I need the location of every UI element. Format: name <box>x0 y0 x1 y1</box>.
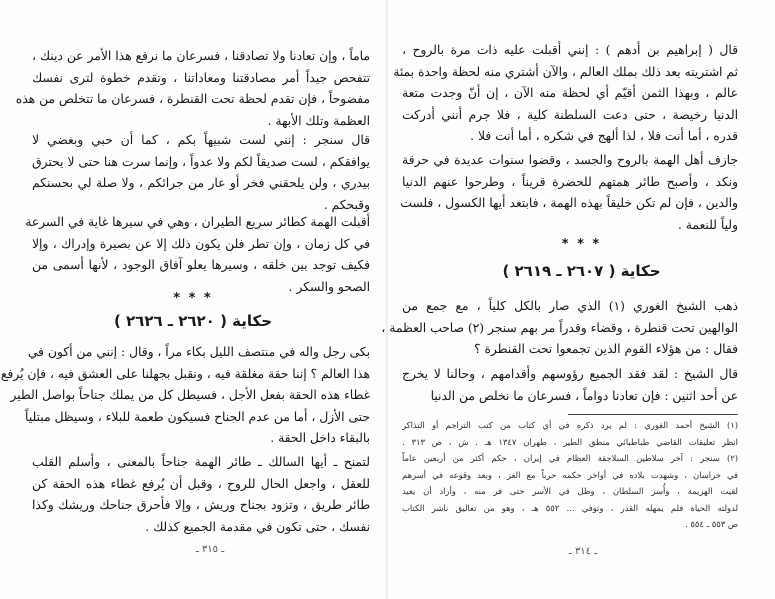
footnote-line: لقيت الهزيمة ، وأُسر السلطان ، وظل في الأسر حتى فر منه ، وأراد أن يعيد <box>402 486 738 496</box>
text-line: تتفحص جيداً أمر مصادقتنا ومعاداتنا ، وتقدم خطوة لترى نفسك <box>32 70 370 85</box>
text-line: قال ( إبراهيم بن أدهم ) : إنني أقبلت عليه ذات مرة بالروح ، <box>402 43 738 57</box>
text-line: فقال : من هؤلاء القوم الذين تجمعوا تحت القنطرة ؟ <box>474 342 738 357</box>
text-line: العظمة وتلك الأبهة . <box>267 113 370 128</box>
text-line: غطاء هذه الحقة بفعل الأجل ، فسيطل كل من يملك جناحاً بواصل الطير <box>10 388 370 403</box>
left-paragraph-3 <box>25 212 370 298</box>
text-line: فكيف توجد بين خلقه ، وسيرها يعلو آفاق الوجود ، لأنها أسمى من <box>32 258 370 273</box>
text-line: مفضوحاً ، فإن تقدم لحظة تحت القنطرة ، فسرعان ما تتخلص من هذه <box>15 92 370 107</box>
footnote-line: (٢) سنجر : آخر سلاطين السلاجقة العظام في إيران ، حكم أكثر من أربعين عاماً <box>402 453 738 463</box>
text-line: بكى رجل واله في منتصف الليل بكاء مراً ، وقال : إنني من أكون في <box>27 345 370 359</box>
text-line: جازف أهل الهمة بالروح والجسد ، وقضوا سنوات عديدة في حرقة <box>402 153 738 167</box>
footnote-separator <box>568 414 738 415</box>
text-line: حتى الأزل ، أما من عدم الجناح فسيكون طعمة للبلاء ، وسيظل مبتلياً <box>25 409 370 424</box>
text-line: قال سنجر : إنني لست شبيهاً بكم ، كما أن حبي وبغضي لا <box>32 133 370 147</box>
footnote-line: في خراسان ، وشهدت بلاده في أواخر حكمه حرباً مع الغز ، وبعد وقوعه في أسرهم <box>402 469 738 480</box>
text-line: ونكد ، وأصبح طائر همتهم للحضرة قريناً ، وطرحوا عنهم الدنيا <box>402 174 738 189</box>
text-line: ثم اشتريته بعد ذلك بملك العالم ، والآن أشتري منه لحظة واحدة بمئة <box>393 64 738 79</box>
text-line: نفسك ، حتى تكون في مقدمة الجميع كذلك . <box>145 519 370 534</box>
story-heading: حكاية ( ٢٦٢٠ ـ ٢٦٢٦ ) <box>113 312 273 330</box>
page-number: ـ ٣١٤ ـ <box>568 546 598 557</box>
right-page <box>381 0 775 599</box>
text-line: عن أحد اثنين : فإن تعادنا دواماً ، فسرعان ما نخلص من الدنيا <box>430 388 738 403</box>
text-line: ذهب الشيخ الغوري (١) الذي صار بالكل كلياً ، مع جمع من <box>402 299 738 313</box>
text-line: لتمنح ـ أيها السالك ـ طائر الهمة جناحاً بالمعنى ، وأسلم القلب <box>32 455 370 469</box>
text-line: وقبحكم . <box>323 197 370 212</box>
left-paragraph-1 <box>15 46 370 132</box>
right-paragraph-3 <box>381 296 738 361</box>
footnote-line: لدولته الحياة فلم يمهله القدر ، وتوفي ... ٥٥٢ هـ ، وهو من تعاليق ناشر الكتاب <box>402 502 739 513</box>
left-page <box>0 0 386 599</box>
footnote-line: (١) الشيخ أحمد الغوري : لم يرد ذكره في أي كتاب من كتب التراجم أو التذاكر <box>402 420 738 430</box>
text-line: بيدري ، ولن يلحقني فخر أو عار من جرائكم ، ولا صلة لي بحسنكم <box>32 176 370 191</box>
text-line: عالم ، وبهذا الثمن أقيّم أي لحظة منه الآن ، إن أنّ وجدت متعة <box>402 86 738 101</box>
text-line: ماماً ، وإن تعادنا ولا تصادقنا ، فسرعان ما نرفع هذا الأمر عن دينك ، <box>32 49 370 63</box>
text-line: الدنيا رخيصة ، حتى دعت السلطنة كلية ، فلا جرم أنني أدركت <box>402 107 738 122</box>
footnote-line: ص ٥٥٣ ـ ٥٥٤ . <box>685 519 738 529</box>
page-number: ـ ٣١٥ ـ <box>195 544 225 555</box>
text-line: قال الشيخ : لقد فقد الجميع رؤوسهم وأقدامهم ، وحالنا لا يخرج <box>402 367 738 381</box>
right-paragraph-2 <box>402 150 738 236</box>
text-line: أقبلت الهمة كطائر سريع الطيران ، وهي في سيرها غاية في السرعة <box>25 215 370 229</box>
footnote-line: انظر تعليقات القاضي طباطبائي منطق الطير ، طهران ١٣٤٧ هـ . ش ، ص ٣١٣ . <box>402 436 738 447</box>
section-divider-stars: * * * <box>173 291 213 306</box>
text-line: هذا العالم ؟ إننا حقة مغلقة فيه ، ونقبل بجهلنا على العشق فيه ، فإن يُرفع <box>0 366 370 381</box>
text-line: طائر طريق ، وتزود بجناح وريش ، وإلا فأحرق جناحك وريشك وكذا <box>32 498 370 513</box>
text-line: الوالهين تحت قنطرة ، وقضاء وقدراً مر بهم سنجر (٢) صاحب العظمة ، <box>381 320 738 335</box>
footnotes <box>402 417 738 533</box>
left-paragraph-5 <box>32 452 370 538</box>
text-line: الصحو والسكر . <box>288 279 370 294</box>
text-line: يوافقكم ، لست صديقاً لكم ولا عدواً ، وإنما سرت هنا حتى لا يحترق <box>32 154 370 169</box>
right-paragraph-4 <box>402 364 738 407</box>
text-line: قدره ، أما أنت فلا ، لذا ألهج في شكره ، أما أنت فلا . <box>470 129 738 144</box>
story-heading: حكاية ( ٢٦٠٧ ـ ٢٦١٩ ) <box>502 262 661 280</box>
section-divider-stars: * * * <box>561 237 602 252</box>
text-line: للعقل ، واجعل الحال للروح ، وقبل أن يُرفع غطاء هذه الحقة كن <box>32 476 370 491</box>
left-paragraph-4 <box>0 342 370 450</box>
right-paragraph-1 <box>393 40 738 148</box>
text-line: بالبقاء داخل الحقة . <box>270 431 370 446</box>
text-line: والدين ، فإن لم تكن خليقاً بهذه الهمة ، فابتعد أيها الكسول ، فلست <box>400 196 738 211</box>
text-line: ولياً للنعمة . <box>677 217 738 232</box>
text-line: في كل زمان ، وإن تطر فلن يكون ذلك إلا عن بصيرة وإدراك ، وإلا <box>32 236 370 251</box>
left-paragraph-2 <box>32 130 370 216</box>
